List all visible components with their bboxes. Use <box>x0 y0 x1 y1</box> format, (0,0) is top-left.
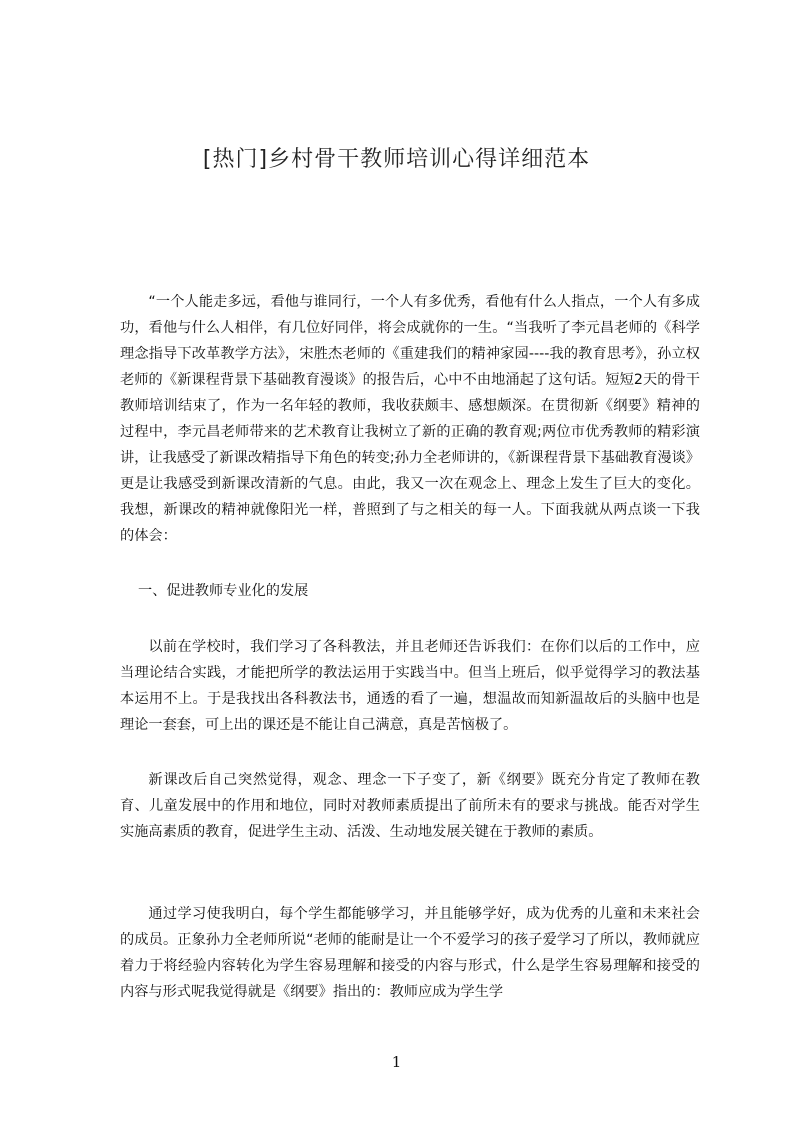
paragraph-intro <box>120 289 700 549</box>
section-heading: 一、促进教师专业化的发展 <box>138 583 309 599</box>
page-number: 1 <box>391 1053 402 1071</box>
paragraph-new-curriculum <box>120 767 700 845</box>
paragraph-text: 通过学习使我明白，每个学生都能够学习，并且能够学好，成为优秀的儿童和未来社会的成员。正象孙力全老师所说“老师的能耐是让一个不爱学习的孩子爱学习了所以，教师就应着力于将经验内容转化为学生容易理解和接受的内容与形式，什么是学生容易理解和接受的内容与形式呢我觉得就是《纲要》指出的：教师应成为学生学 <box>120 906 700 1000</box>
paragraph-text: 新课改后自己突然觉得，观念、理念一下子变了，新《纲要》既充分肯定了教师在教育、儿童发展中的作用和地位，同时对教师素质提出了前所未有的要求与挑战。能否对学生实施高素质的教育，促进学生主动、活泼、生动地发展关键在于教师的素质。 <box>120 772 700 840</box>
paragraph-through-study <box>120 901 700 1005</box>
paragraph-text: “一个人能走多远，看他与谁同行，一个人有多优秀，看他有什么人指点，一个人有多成功，看他与什么人相伴，有几位好同伴，将会成就你的一生。“当我听了李元昌老师的《科学理念指导下改革教学方法》，宋胜杰老师的《重建我们的精神家园----我的教育思考》，孙立权老师的《新课程背景下基础教育漫谈》的报告后，心中不由地涌起了这句话。短短2天的骨干教师培训结束了，作为一名年轻的教师，我收获颇丰、感想颇深。在贯彻新《纲要》精神的过程中，李元昌老师带来的艺术教育让我树立了新的正确的教育观;两位市优秀教师的精彩演讲，让我感受了新课改精指导下角色的转变;孙力全老师讲的，《新课程背景下基础教育漫谈》更是让我感受到新课改清新的气息。由此，我又一次在观念上、理念上发生了巨大的变化。我想，新课改的精神就像阳光一样，普照到了与之相关的每一人。下面我就从两点谈一下我的体会： <box>120 294 700 544</box>
paragraph-text: 以前在学校时，我们学习了各科教法，并且老师还告诉我们：在你们以后的工作中，应当理论结合实践，才能把所学的教法运用于实践当中。但当上班后，似乎觉得学习的教法基本运用不上。于是我找出各科教法书，通透的看了一遍，想温故而知新温故后的头脑中也是理论一套套，可上出的课还是不能让自己满意，真是苦恼极了。 <box>120 639 700 733</box>
paragraph-school-learning <box>120 634 700 738</box>
document-title: [热门]乡村骨干教师培训心得详细范本 <box>202 147 591 172</box>
